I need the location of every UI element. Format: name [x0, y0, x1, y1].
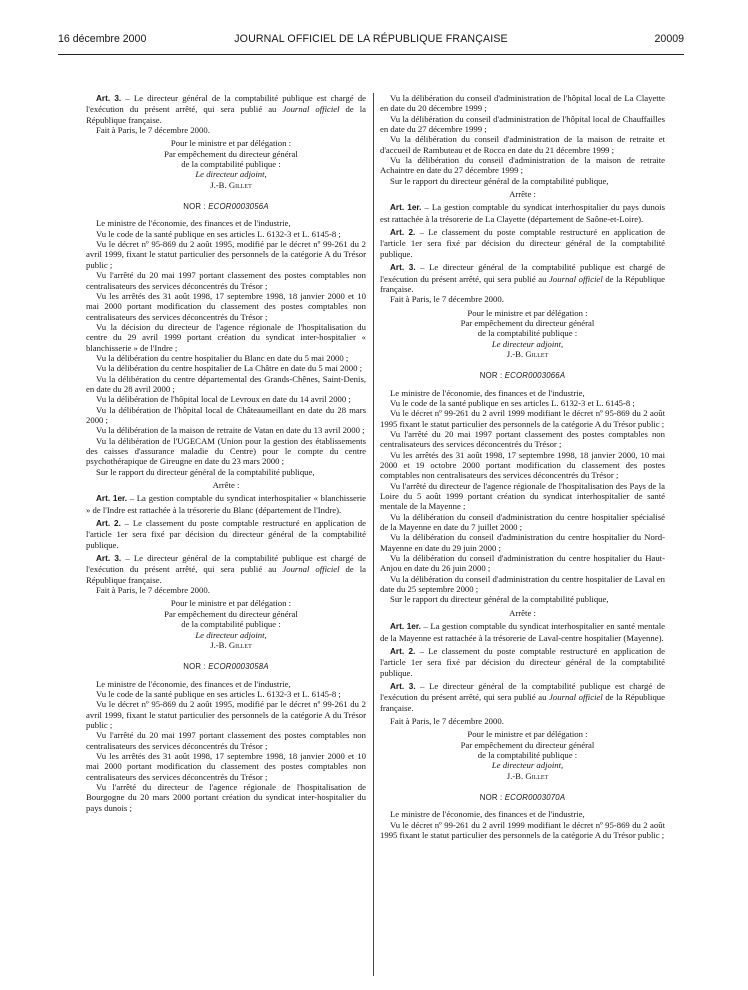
- visa: Vu la délibération de la maison de retraite de Vatan en date du 13 avril 2000 ;: [96, 425, 365, 436]
- article-2: [380, 646, 665, 678]
- visa: Vu la délibération du conseil d'administration du centre hospitalier spécialisé de la Mayenne en date du 7 juillet 2000 ;: [380, 511, 665, 533]
- signature-name: J.-B. Gillet: [210, 179, 252, 190]
- visa: Sur le rapport du directeur général de la comptabilité publique,: [96, 466, 315, 477]
- visa: Vu le code de la santé publique en ses articles L. 6132-3 et L. 6145-8 ;: [96, 228, 341, 239]
- nor-code: ECOR0003058A: [208, 662, 269, 672]
- visa: Vu la délibération du conseil d'administration de la maison de retraite Achaintre en date du 27 décembre 1999 ;: [380, 155, 665, 176]
- article-2: [380, 227, 665, 259]
- signature-name: J.-B. Gillet: [210, 639, 252, 650]
- nor-prefix: NOR :: [479, 371, 505, 381]
- arrete-heading: Arrête :: [509, 607, 536, 618]
- nor-reference: [380, 371, 665, 381]
- signature-line: Par empêchement du directeur général: [164, 608, 298, 619]
- visa: Vu la délibération de l'UGECAM (Union pour la gestion des établissements des caisses d'assurance maladie du Centre) pour le compte du centre psychothérapique de Gireugne en date du 23 mars 2000 ;: [86, 435, 366, 467]
- article-label: Art. 2.: [390, 228, 416, 238]
- article-text-end: de la République française.: [86, 104, 366, 125]
- visa: Vu les arrêtés des 31 août 1998, 17 septembre 1998, 18 janvier 2000, 10 mai 2000 et 19 octobre 2000 portant modification du classement des postes comptables non centralisateurs des services déconcentrés du Trésor ;: [380, 449, 665, 481]
- journal-title: JOURNAL OFFICIEL DE LA RÉPUBLIQUE FRANÇAISE: [234, 33, 508, 45]
- nor-reference: [86, 202, 366, 212]
- article-label: Art. 1er.: [96, 494, 128, 504]
- minister-intro: Le ministre de l'économie, des finances et de l'industrie,: [390, 387, 585, 398]
- visa: Sur le rapport du directeur général de la comptabilité publique,: [390, 175, 609, 186]
- visa: Vu la délibération du conseil d'administration de l'hôpital local de Chauffailles en date du 27 décembre 1999 ;: [380, 113, 665, 135]
- visa: Vu la délibération du conseil d'administration de la maison de retraite et d'accueil de Rambuteau et de Rocca en date du 21 décembre 1999 ;: [380, 134, 665, 155]
- article-label: Art. 1er.: [390, 622, 421, 632]
- visa: Vu le code de la santé publique en ses articles L. 6132-3 et L. 6145-8 ;: [96, 688, 341, 699]
- journal-link-text: Journal officiel: [282, 564, 340, 575]
- article-text: – Le directeur général de la comptabilité publique est chargé de l'exécution du présent arrêté, qui sera publié au: [380, 680, 665, 703]
- visa: Vu le décret nº 95-869 du 2 août 1995, modifié par le décret nº 99-261 du 2 avril 1999, fixant le statut particulier des personnels de la catégorie A du Trésor public ;: [86, 239, 366, 270]
- article-text: – La gestion comptable du syndicat interhospitalier en santé mentale de la Mayenne est rattachée à la trésorerie de Laval-centre hospitalier (Mayenne).: [380, 621, 665, 643]
- visa: Vu la délibération du conseil d'administration du centre hospitalier de Laval en date du 25 septembre 2000 ;: [380, 573, 665, 595]
- fait-a-paris: Fait à Paris, le 7 décembre 2000.: [390, 715, 504, 726]
- left-column: [86, 93, 366, 813]
- article-text: – Le directeur général de la comptabilité publique est chargé de l'exécution du présent arrêté, qui sera publié au: [86, 93, 366, 115]
- article-1: [86, 493, 366, 515]
- signature-line: de la comptabilité publique :: [477, 749, 578, 760]
- visa: Vu la délibération de l'hôpital local de Levroux en date du 14 avril 2000 ;: [96, 394, 351, 405]
- article-text-end: de la République française.: [86, 564, 366, 585]
- signature-line: Par empêchement du directeur général: [460, 317, 595, 328]
- nor-reference: [380, 793, 665, 803]
- signature-line: Pour le ministre et par délégation :: [467, 729, 588, 740]
- article-text: – Le classement du poste comptable restructuré en application de l'article 1er sera fixé par décision du directeur général de la comptabilité publique.: [86, 518, 366, 550]
- nor-code: ECOR0003070A: [504, 792, 566, 802]
- visa: Vu la délibération du conseil d'administration de l'hôpital local de La Clayette en date du 20 décembre 1999 ;: [380, 93, 665, 114]
- article-label: Art. 3.: [96, 94, 122, 103]
- page-number: 20009: [654, 33, 684, 45]
- visa: Vu l'arrêté du 20 mai 1997 portant classement des postes comptables non centralisateurs des services déconcentrés du Trésor ;: [86, 270, 366, 291]
- column-divider: [373, 93, 374, 976]
- article-3: [380, 262, 665, 294]
- fait-a-paris: Fait à Paris, le 7 décembre 2000.: [96, 125, 210, 136]
- article-1: [380, 202, 665, 224]
- arrete-heading: Arrête :: [509, 189, 536, 200]
- visa: Vu la délibération du centre hospitalier du Blanc en date du 5 mai 2000 ;: [96, 352, 349, 363]
- article-label: Art. 2.: [96, 519, 121, 529]
- signature-title: Le directeur adjoint,: [491, 760, 564, 771]
- signature-title: Le directeur adjoint,: [491, 338, 564, 349]
- visa: Vu le décret nº 99-261 du 2 avril 1999 modifiant le décret nº 95-869 du 2 août 1995 fixant le statut particulier des personnels de la catégorie A du Trésor public ;: [380, 819, 665, 840]
- visa: Vu l'arrêté du 20 mai 1997 portant classement des postes comptables non centralisateurs des services déconcentrés du Trésor ;: [86, 730, 366, 751]
- signature-name: J.-B. Gillet: [506, 770, 549, 781]
- article-text: – Le classement du poste comptable restructuré en application de l'article 1er sera fixé par décision du directeur général de la comptabilité publique.: [380, 645, 665, 678]
- nor-reference: [86, 662, 366, 672]
- signature-name: J.-B. Gillet: [506, 348, 549, 359]
- signature-line: de la comptabilité publique :: [477, 328, 578, 339]
- article-text: – Le directeur général de la comptabilité publique est chargé de l'exécution du présent arrêté, qui sera publié au: [380, 262, 665, 284]
- visa: Vu la délibération du conseil d'administration du centre hospitalier du Nord-Mayenne en date du 29 juin 2000 ;: [380, 532, 665, 553]
- article-label: Art. 2.: [390, 646, 416, 656]
- visa: Vu les arrêtés des 31 août 1998, 17 septembre 1998, 18 janvier 2000 et 10 mai 2000 portant modification du classement des postes comptables non centralisateurs des services déconcentrés du Trésor ;: [86, 750, 366, 782]
- signature-line: Pour le ministre et par délégation :: [170, 598, 292, 609]
- journal-link-text: Journal officiel: [282, 104, 340, 115]
- header-rule: [58, 54, 684, 55]
- article-text: – Le classement du poste comptable restructuré en application de l'article 1er sera fixé par décision du directeur général de la comptabilité publique.: [380, 227, 665, 259]
- nor-code: ECOR0003066A: [504, 371, 566, 381]
- article-label: Art. 1er.: [390, 203, 422, 213]
- nor-prefix: NOR :: [183, 662, 209, 672]
- visa: Sur le rapport du directeur général de la comptabilité publique,: [390, 594, 609, 605]
- visa: Vu le décret nº 95-869 du 2 août 1995, modifié par le décret nº 99-261 du 2 avril 1999, fixant le statut particulier des personnels de la catégorie A du Trésor public ;: [86, 699, 366, 730]
- signature-title: Le directeur adjoint,: [195, 629, 267, 640]
- minister-intro: Le ministre de l'économie, des finances et de l'industrie,: [96, 678, 291, 689]
- visa: Vu le décret nº 99-261 du 2 avril 1999 modifiant le décret nº 95-869 du 2 août 1995 fixant le statut particulier des personnels de la catégorie A du Trésor public ;: [380, 408, 665, 429]
- article-text-end: de la République française.: [380, 273, 665, 294]
- fait-a-paris: Fait à Paris, le 7 décembre 2000.: [96, 585, 210, 596]
- visa: Vu la décision du directeur de l'agence régionale de l'hospitalisation du centre du 29 avril 1999 portant création du syndicat inter-hospitalier « blanchisserie » de l'Indre ;: [86, 321, 366, 353]
- visa: Vu l'arrêté du directeur de l'agence régionale de l'hospitalisation de Bourgogne du 20 mars 2000 portant création du syndicat inter-hospitalier du pays dunois ;: [86, 781, 366, 813]
- signature-line: de la comptabilité publique :: [181, 619, 281, 630]
- nor-prefix: NOR :: [183, 202, 209, 212]
- visa: Vu l'arrêté du directeur de l'agence régionale de l'hospitalisation des Pays de la Loire du 5 août 1999 portant création du syndicat interhospitalier de santé mentale de la Mayenne ;: [380, 480, 665, 512]
- minister-intro: Le ministre de l'économie, des finances et de l'industrie,: [96, 218, 291, 229]
- article-label: Art. 3.: [96, 554, 122, 564]
- journal-link-text: Journal officiel: [549, 692, 603, 703]
- article-text: – La gestion comptable du syndicat interhospitalier du pays dunois est rattachée à la trésorerie de La Clayette (département de Saône-et-Loire).: [380, 202, 665, 224]
- article-3: [380, 681, 665, 713]
- nor-code: ECOR0003056A: [208, 202, 269, 212]
- article-text: – La gestion comptable du syndicat interhospitalier « blanchisserie » de l'Indre est rattachée à la trésorerie du Blanc (département de l'Indre).: [86, 493, 366, 515]
- article-3: [86, 93, 366, 125]
- signature-title: Le directeur adjoint,: [195, 169, 267, 180]
- signature-line: Pour le ministre et par délégation :: [467, 307, 588, 318]
- visa: Vu la délibération de l'hôpital local de Châteaumeillant en date du 28 mars 2000 ;: [86, 404, 366, 425]
- article-label: Art. 3.: [390, 263, 416, 273]
- article-3: [86, 553, 366, 585]
- visa: Vu la délibération du centre hospitalier de La Châtre en date du 5 mai 2000 ;: [96, 363, 363, 374]
- visa: Vu l'arrêté du 20 mai 1997 portant classement des postes comptables non centralisateurs des services déconcentrés du Trésor ;: [380, 428, 665, 450]
- header-date: 16 décembre 2000: [58, 33, 147, 45]
- signature-line: Par empêchement du directeur général: [164, 148, 298, 159]
- fait-a-paris: Fait à Paris, le 7 décembre 2000.: [390, 294, 504, 305]
- article-text-end: de la République française.: [380, 692, 665, 713]
- article-label: Art. 3.: [390, 681, 416, 691]
- journal-link-text: Journal officiel: [549, 273, 603, 284]
- visa: Vu la délibération du conseil d'administration du centre hospitalier du Haut-Anjou en date du 26 juin 2000 ;: [380, 553, 665, 574]
- nor-prefix: NOR :: [479, 792, 505, 802]
- article-1: [380, 621, 665, 643]
- signature-line: Pour le ministre et par délégation :: [170, 138, 292, 149]
- arrete-heading: Arrête :: [212, 480, 240, 491]
- minister-intro: Le ministre de l'économie, des finances et de l'industrie,: [390, 809, 585, 820]
- visa: Vu la délibération du centre départemental des Grands-Chênes, Saint-Denis, en date du 28 avril 2000 ;: [86, 373, 366, 394]
- visa: Vu le code de la santé publique en ses articles L. 6132-3 et L. 6145-8 ;: [390, 397, 635, 408]
- article-2: [86, 518, 366, 550]
- signature-line: Par empêchement du directeur général: [460, 739, 595, 750]
- page-header: [58, 31, 684, 47]
- article-text: – Le directeur général de la comptabilité publique est chargé de l'exécution du présent arrêté, qui sera publié au: [86, 553, 366, 575]
- visa: Vu les arrêtés des 31 août 1998, 17 septembre 1998, 18 janvier 2000 et 10 mai 2000 portant modification du classement des postes comptables non centralisateurs des services déconcentrés du Trésor ;: [86, 290, 366, 322]
- signature-line: de la comptabilité publique :: [181, 159, 281, 170]
- right-column: [380, 93, 665, 840]
